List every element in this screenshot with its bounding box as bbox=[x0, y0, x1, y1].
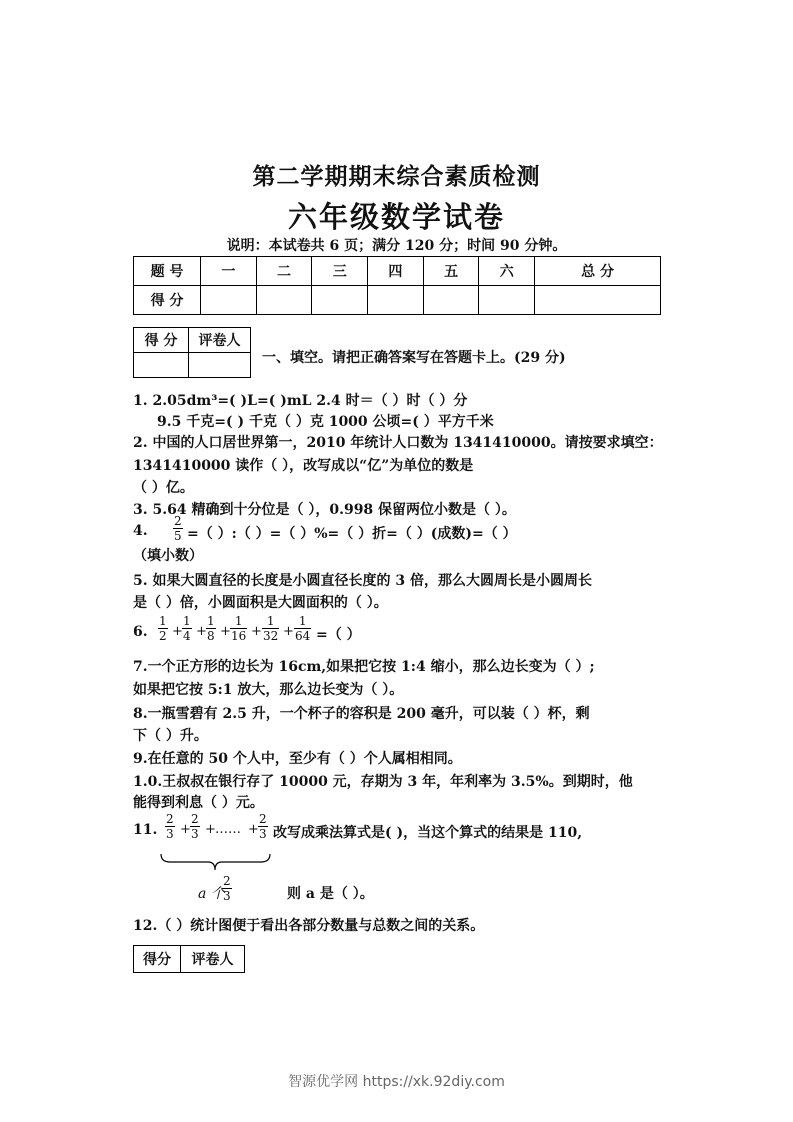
question-1-line-2: 9.5 千克=( ) 千克（ ）克 1000 公顷=( ）平方千米 bbox=[157, 414, 494, 430]
fraction-denominator: 64 bbox=[295, 629, 311, 643]
score-input-4[interactable] bbox=[368, 286, 424, 315]
grader-score-label: 得 分 bbox=[134, 328, 189, 353]
plus-sign: + bbox=[251, 624, 262, 639]
question-10-line-1: 1.0.王叔叔在银行存了 10000 元，存期为 3 年，年利率为 3.5%。到期时，他 bbox=[133, 774, 633, 790]
question-11-fraction-2 bbox=[190, 812, 200, 841]
score-input-total[interactable] bbox=[535, 286, 661, 315]
plus-sign: + bbox=[283, 624, 294, 639]
question-11-fraction-3 bbox=[258, 812, 268, 841]
question-11-fraction-a bbox=[222, 874, 232, 903]
question-2-line-3: （ ）亿。 bbox=[133, 480, 194, 496]
fraction-denominator: 3 bbox=[191, 827, 199, 841]
grader-box-2 bbox=[133, 945, 245, 973]
fraction-numerator: 1 bbox=[183, 614, 191, 628]
grader-reviewer-label: 评卷人 bbox=[181, 946, 245, 973]
fraction-numerator: 2 bbox=[259, 812, 267, 826]
question-7-line-2: 如果把它按 5:1 放大，那么边长变为（ ）。 bbox=[133, 682, 404, 698]
exam-subtitle: 六年级数学试卷 bbox=[287, 200, 505, 234]
score-input-1[interactable] bbox=[201, 286, 257, 315]
question-12: 12.（ ）统计图便于看出各部分数量与总数之间的关系。 bbox=[133, 918, 485, 934]
score-cell-4: 四 bbox=[368, 257, 424, 286]
score-cell-5: 五 bbox=[423, 257, 479, 286]
exam-title: 第二学期期末综合素质检测 bbox=[252, 163, 541, 190]
question-4-number: 4. bbox=[133, 523, 148, 539]
plus-sign: + bbox=[205, 822, 216, 837]
question-4-fraction bbox=[173, 514, 183, 543]
question-9: 9.在任意的 50 个人中，至少有（ ）个人属相相同。 bbox=[133, 751, 462, 767]
score-cell-3: 三 bbox=[312, 257, 368, 286]
question-11-fraction-1 bbox=[165, 812, 175, 841]
score-table-header-row bbox=[134, 257, 661, 286]
score-cell-total: 总 分 bbox=[535, 257, 661, 286]
plus-sign: + bbox=[196, 624, 207, 639]
underbrace-icon bbox=[158, 852, 273, 874]
grader-score-input[interactable] bbox=[134, 353, 189, 378]
question-6-fraction-4 bbox=[230, 614, 247, 643]
question-3: 3. 5.64 精确到十分位是（ ），0.998 保留两位小数是（ ）。 bbox=[133, 502, 516, 518]
question-11-a-label: a 个 bbox=[198, 886, 225, 902]
ellipsis: …… bbox=[215, 822, 241, 837]
grader-box-1 bbox=[133, 327, 251, 378]
exam-note: 说明：本试卷共 6 页；满分 120 分；时间 90 分钟。 bbox=[226, 238, 567, 254]
question-6-fraction-5 bbox=[262, 614, 279, 643]
question-11-text: 改写成乘法算式是( )，当这个算式的结果是 110, bbox=[273, 825, 583, 841]
question-5-line-1: 5. 如果大圆直径的长度是小圆直径长度的 3 倍，那么大圆周长是小圆周长 bbox=[133, 573, 592, 589]
plus-sign: + bbox=[220, 624, 231, 639]
score-cell-label: 题 号 bbox=[134, 257, 201, 286]
fraction-denominator: 3 bbox=[166, 827, 174, 841]
fraction-denominator: 3 bbox=[259, 827, 267, 841]
question-1-line-1: 1. 2.05dm³=( )L=( )mL 2.4 时＝（ ）时（ ）分 bbox=[133, 393, 468, 409]
grader-score-label: 得分 bbox=[134, 946, 181, 973]
question-6-fraction-2 bbox=[182, 614, 192, 643]
section-title: 一、填空。请把正确答案写在答题卡上。(29 分) bbox=[262, 350, 566, 366]
footer-watermark: 智源优学网 https://xk.92diy.com bbox=[288, 1074, 505, 1090]
question-4-line-2: （填小数） bbox=[133, 548, 203, 564]
question-10-line-2: 能得到利息（ ）元。 bbox=[133, 795, 264, 811]
plus-sign: + bbox=[180, 822, 191, 837]
fraction-denominator: 3 bbox=[223, 889, 231, 903]
score-table bbox=[133, 256, 661, 315]
fraction-denominator: 4 bbox=[183, 629, 191, 643]
question-6-number: 6. bbox=[133, 624, 148, 640]
score-cell-2: 二 bbox=[256, 257, 312, 286]
question-6-fraction-6 bbox=[294, 614, 311, 643]
fraction-numerator: 1 bbox=[230, 614, 247, 629]
score-row-label: 得 分 bbox=[134, 286, 201, 315]
fraction-denominator: 5 bbox=[174, 529, 182, 543]
fraction-numerator: 1 bbox=[207, 614, 215, 628]
plus-sign: + bbox=[172, 624, 183, 639]
score-cell-1: 一 bbox=[201, 257, 257, 286]
question-11-then: 则 a 是（ ）。 bbox=[287, 886, 374, 902]
score-cell-6: 六 bbox=[479, 257, 535, 286]
score-table-score-row bbox=[134, 286, 661, 315]
question-8-line-2: 下（ ）升。 bbox=[133, 728, 208, 744]
score-input-6[interactable] bbox=[479, 286, 535, 315]
question-6-tail: =（ ） bbox=[316, 627, 361, 643]
grader-reviewer-label: 评卷人 bbox=[189, 328, 251, 353]
question-6-fraction-1 bbox=[158, 614, 168, 643]
question-6-fraction-3 bbox=[206, 614, 216, 643]
fraction-numerator: 2 bbox=[174, 514, 182, 528]
question-11-number: 11. bbox=[133, 822, 158, 838]
score-input-3[interactable] bbox=[312, 286, 368, 315]
fraction-denominator: 2 bbox=[159, 629, 167, 643]
question-7-line-1: 7.一个正方形的边长为 16cm,如果把它按 1:4 缩小，那么边长变为（ ）; bbox=[133, 659, 595, 675]
fraction-numerator: 2 bbox=[191, 812, 199, 826]
question-5-line-2: 是（ ）倍，小圆面积是大圆面积的（ ）。 bbox=[133, 595, 388, 611]
grader-reviewer-input[interactable] bbox=[189, 353, 251, 378]
fraction-denominator: 32 bbox=[263, 629, 279, 643]
question-4-text: =（ ）:（ ）=（ ）%=（ ）折=（ ）(成数)=（ ） bbox=[187, 526, 517, 542]
fraction-numerator: 2 bbox=[223, 874, 231, 888]
score-input-5[interactable] bbox=[423, 286, 479, 315]
fraction-denominator: 8 bbox=[207, 629, 215, 643]
score-input-2[interactable] bbox=[256, 286, 312, 315]
fraction-numerator: 2 bbox=[166, 812, 174, 826]
question-2-line-1: 2. 中国的人口居世界第一，2010 年统计人口数为 1341410000。请按要求填空： bbox=[133, 435, 663, 451]
fraction-numerator: 1 bbox=[294, 614, 311, 629]
fraction-numerator: 1 bbox=[159, 614, 167, 628]
question-2-line-2: 1341410000 读作（ ），改写成以“亿”为单位的数是 bbox=[133, 458, 474, 474]
fraction-denominator: 16 bbox=[231, 629, 247, 643]
fraction-numerator: 1 bbox=[262, 614, 279, 629]
plus-sign: + bbox=[248, 822, 259, 837]
question-8-line-1: 8.一瓶雪碧有 2.5 升，一个杯子的容积是 200 毫升，可以装（ ）杯，剩 bbox=[133, 706, 590, 722]
